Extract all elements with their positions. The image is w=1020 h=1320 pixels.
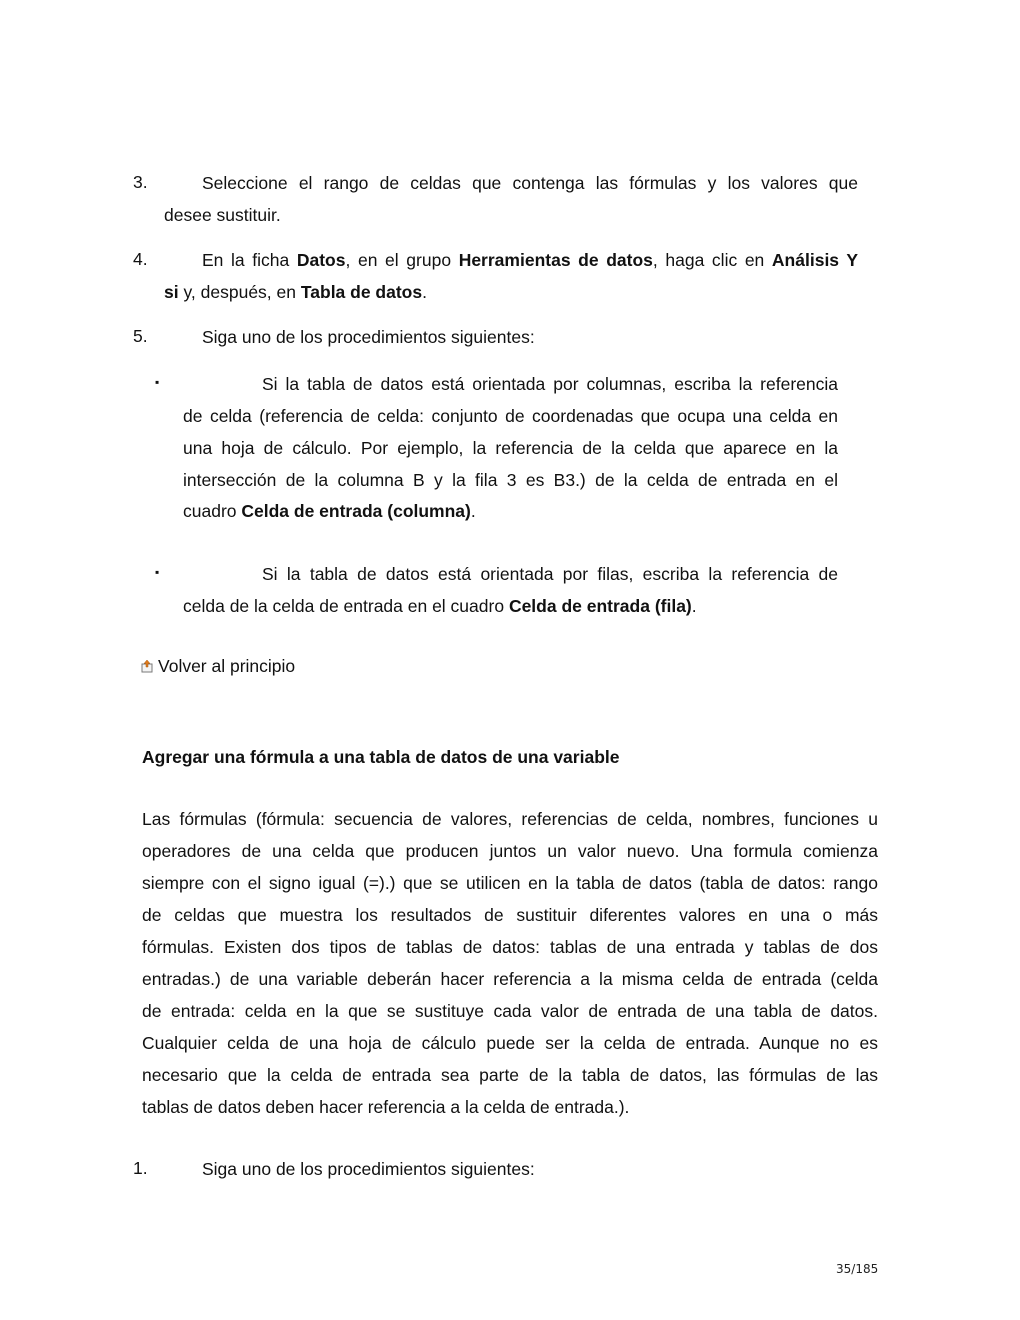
bullet-text: cuadro Celda de entrada (columna). — [183, 501, 476, 521]
list-number: 4. — [133, 249, 148, 269]
bullet-text: Si la tabla de datos está orientada por filas, escriba la referencia de — [262, 564, 838, 584]
page-number: 35/185 — [836, 1262, 879, 1276]
list-item-text: En la ficha Datos, en el grupo Herramientas de datos, haga clic en Análisis Y — [202, 250, 859, 270]
back-to-top-link[interactable] — [141, 656, 295, 677]
paragraph-line: Cualquier celda de una hoja de cálculo puede ser la celda de entrada. Aunque no es — [142, 1033, 878, 1053]
paragraph-line: entradas.) de una variable deberán hacer referencia a la misma celda de entrada (celda — [142, 969, 878, 989]
bullet-marker: ▪ — [155, 375, 160, 389]
list-number: 5. — [133, 326, 148, 346]
bullet-text: Si la tabla de datos está orientada por columnas, escriba la referencia — [262, 374, 838, 394]
paragraph-line: operadores de una celda que producen juntos un valor nuevo. Una formula comienza — [142, 841, 878, 861]
bullet-text: intersección de la columna B y la fila 3 es B3.) de la celda de entrada en el — [183, 470, 838, 490]
list-item-text: Siga uno de los procedimientos siguientes: — [202, 327, 535, 347]
list-item-text: Siga uno de los procedimientos siguientes: — [202, 1159, 535, 1179]
bullet-marker: ▪ — [155, 565, 160, 579]
list-number: 3. — [133, 172, 148, 192]
bullet-text: celda de la celda de entrada en el cuadro Celda de entrada (fila). — [183, 596, 697, 616]
bullet-text: una hoja de cálculo. Por ejemplo, la referencia de la celda que aparece en la — [183, 438, 838, 458]
section-heading: Agregar una fórmula a una tabla de datos de una variable — [142, 747, 620, 767]
paragraph-line: de celdas que muestra los resultados de sustituir diferentes valores en una o más — [142, 905, 878, 925]
list-item-text: si y, después, en Tabla de datos. — [164, 282, 427, 302]
list-item-text: Seleccione el rango de celdas que contenga las fórmulas y los valores que — [202, 173, 858, 193]
back-to-top-label: Volver al principio — [158, 656, 296, 676]
paragraph-line: de entrada: celda en la que se sustituye cada valor de entrada de una tabla de datos. — [142, 1001, 878, 1021]
paragraph-line: fórmulas. Existen dos tipos de tablas de datos: tablas de una entrada y tablas de dos — [142, 937, 878, 957]
paragraph-line: Las fórmulas (fórmula: secuencia de valores, referencias de celda, nombres, funciones u — [142, 809, 878, 829]
list-item-text: desee sustituir. — [164, 205, 281, 225]
paragraph-line: tablas de datos deben hacer referencia a la celda de entrada.). — [142, 1097, 630, 1117]
paragraph-line: siempre con el signo igual (=).) que se utilicen en la tabla de datos (tabla de datos: rango — [142, 873, 878, 893]
back-to-top-icon — [141, 659, 153, 673]
list-number: 1. — [133, 1158, 148, 1178]
bullet-text: de celda (referencia de celda: conjunto de coordenadas que ocupa una celda en — [183, 406, 838, 426]
paragraph-line: necesario que la celda de entrada sea parte de la tabla de datos, las fórmulas de las — [142, 1065, 878, 1085]
